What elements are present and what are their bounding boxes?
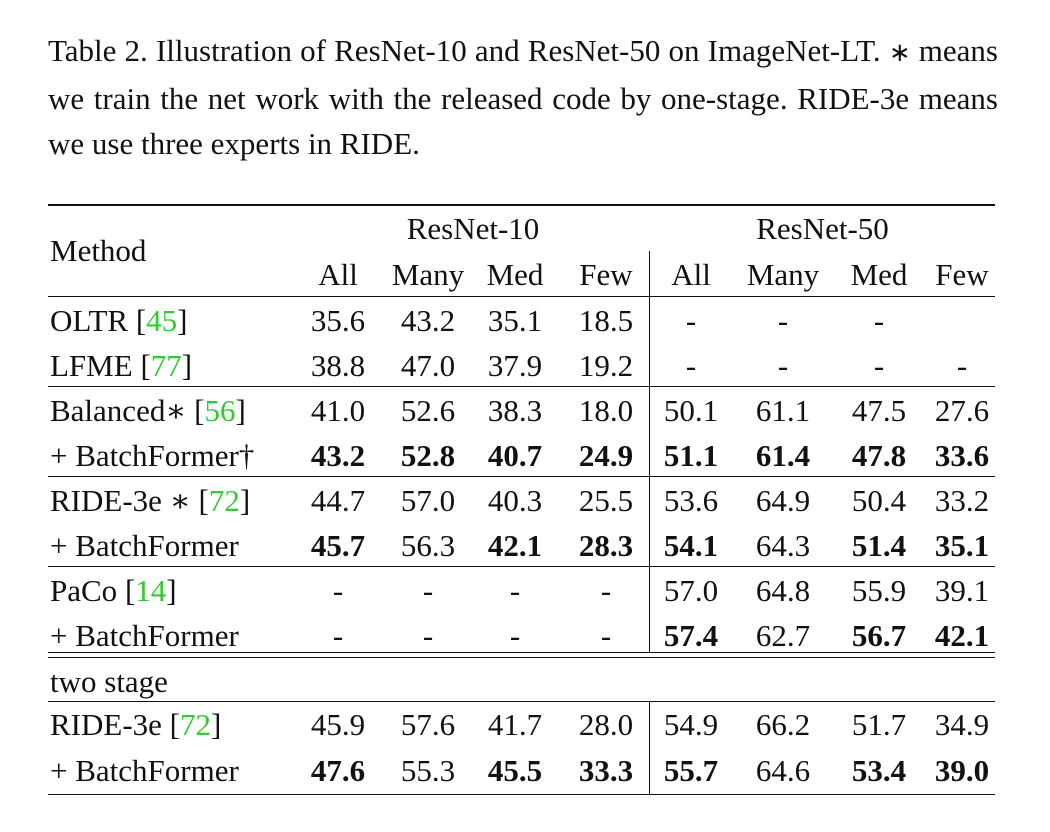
table-cell: 54.1 [663,528,719,563]
table-cell: 47.8 [851,438,907,473]
table-cell: 50.4 [851,483,907,518]
table-cell: 55.7 [663,753,719,788]
table-cell: 53.6 [663,483,719,518]
table-cell: 51.4 [851,528,907,563]
table-caption [48,28,998,166]
table-cell: - [873,303,885,338]
section-label-row [48,659,995,704]
method-name [50,433,254,478]
table-cell: 64.8 [755,573,811,608]
table-cell: - [332,573,344,608]
table-cell: 38.3 [487,393,543,428]
table-cell: 40.7 [487,438,543,473]
table-cell: - [777,348,789,383]
table-cell: 43.2 [310,438,366,473]
table-cell: 41.0 [310,393,366,428]
table-cell: 34.9 [934,707,990,742]
table-cell: - [600,618,612,653]
citation-close: ] [166,573,177,608]
table-row [48,523,995,568]
table-cell: 57.4 [663,618,719,653]
table-row [48,433,995,478]
table-cell: 28.3 [578,528,634,563]
table-cell: 33.6 [934,438,990,473]
rule-group-2 [48,476,995,477]
table-cell: 66.2 [755,707,811,742]
table-cell: 57.6 [400,707,456,742]
subheader-few: Few [579,257,633,292]
table-cell: 35.1 [487,303,543,338]
rule-below-header [48,296,995,297]
table-cell: - [873,348,885,383]
table-cell: 41.7 [487,707,543,742]
method-name [50,298,188,343]
method-header: Method [50,233,147,268]
table-cell: 54.9 [663,707,719,742]
method-name [50,388,246,433]
citation-close: ] [235,393,246,428]
method-name [50,523,239,568]
citation-link[interactable]: 77 [150,348,182,383]
subheader-med: Med [850,257,908,292]
table-cell: 55.3 [400,753,456,788]
rule-double-bottom [48,657,995,658]
citation-open: [ [140,348,151,383]
method-label: + BatchFormer [50,753,239,788]
table-cell: 51.1 [663,438,719,473]
caption-text-after: means we train the net work with the released code by one-stage. RIDE-3e means we use three experts in RIDE. [48,33,998,161]
table-cell: - [509,573,521,608]
table-cell: 56.7 [851,618,907,653]
table-cell: 35.6 [310,303,366,338]
table-cell: 52.6 [400,393,456,428]
method-label: Balanced∗ [50,393,195,428]
subheader-row [48,252,995,297]
table-cell: 35.1 [934,528,990,563]
table-cell: 64.3 [755,528,811,563]
citation-link[interactable]: 56 [204,393,236,428]
table-cell: 45.5 [487,753,543,788]
rule-double-top [48,652,995,653]
table-cell: 18.5 [578,303,634,338]
citation-open: [ [124,573,136,608]
method-label: + BatchFormer† [50,438,255,473]
table-cell: 64.9 [755,483,811,518]
citation-open: [ [198,483,209,518]
table-cell: 64.6 [755,753,811,788]
method-name [50,478,250,523]
subheader-few: Few [935,257,989,292]
method-label: RIDE-3e ∗ [50,483,199,518]
table-row [48,388,995,433]
table-cell: - [509,618,521,653]
caption-text-before: Table 2. Illustration of ResNet-10 and ResNet-50 on ImageNet-LT. [48,33,889,68]
table-cell: - [600,573,612,608]
table-cell: 33.3 [578,753,634,788]
table-cell: - [777,303,789,338]
resnet10-header: ResNet-10 [406,211,540,246]
section-label: two stage [50,664,168,699]
table-cell: 19.2 [578,348,634,383]
citation-close: ] [181,348,193,383]
table-row [48,343,995,388]
table-cell: 56.3 [400,528,456,563]
table-cell: 53.4 [851,753,907,788]
table-cell: 38.8 [310,348,366,383]
rule-group-3 [48,566,995,567]
subheader-med: Med [486,257,544,292]
method-name [50,702,221,747]
subheader-all: All [318,257,358,292]
table-cell: 27.6 [934,393,990,428]
citation-close: ] [210,707,222,742]
citation-link[interactable]: 14 [135,573,167,608]
table-cell: 50.1 [663,393,719,428]
table-cell: 57.0 [400,483,456,518]
rule-group-1 [48,386,995,387]
caption-star: ∗ [888,38,911,68]
table-row [48,748,995,793]
table-row [48,298,995,343]
table-cell: 57.0 [663,573,719,608]
citation-link[interactable]: 72 [179,707,211,742]
method-label: + BatchFormer [50,528,239,563]
subheader-all: All [671,257,711,292]
citation-link[interactable]: 72 [208,483,240,518]
resnet50-header: ResNet-50 [756,211,889,246]
method-label: RIDE-3e [50,707,170,742]
citation-open: [ [135,303,147,338]
table-cell: 39.1 [934,573,990,608]
table-cell: 18.0 [578,393,634,428]
citation-open: [ [194,393,205,428]
method-label: + BatchFormer [50,618,239,653]
citation-close: ] [177,303,188,338]
table-cell: 24.9 [578,438,634,473]
subheader-many: Many [391,257,465,292]
table-cell: 45.7 [310,528,366,563]
table-cell: 40.3 [487,483,543,518]
table-cell: 52.8 [400,438,456,473]
table-row [48,702,995,747]
table-cell: 43.2 [400,303,456,338]
table-cell: 47.0 [400,348,456,383]
table-cell: 45.9 [310,707,366,742]
table-cell: 62.7 [755,618,811,653]
table-cell: 28.0 [578,707,634,742]
citation-close: ] [239,483,251,518]
column-separator-upper [649,251,650,652]
method-label: PaCo [50,573,125,608]
table-cell: 42.1 [487,528,543,563]
table-cell: 25.5 [578,483,634,518]
table-cell: - [422,618,434,653]
table-cell: 51.7 [851,707,907,742]
table-cell: 37.9 [487,348,543,383]
table-cell: 61.4 [755,438,811,473]
table-cell: 44.7 [310,483,366,518]
table-cell: 33.2 [934,483,990,518]
table-cell: - [956,348,968,383]
method-name [50,748,239,793]
citation-link[interactable]: 45 [146,303,178,338]
table-bottom-rule [48,794,995,795]
table-row [48,568,995,613]
method-name [50,568,177,613]
rule-below-section [48,701,995,702]
table-cell: 47.6 [310,753,366,788]
column-separator-lower [649,701,650,794]
table-cell: 55.9 [851,573,907,608]
method-label: LFME [50,348,141,383]
table-cell: 47.5 [851,393,907,428]
method-name [50,343,192,388]
method-label: OLTR [50,303,136,338]
table-cell: 61.1 [755,393,811,428]
table-cell: 39.0 [934,753,990,788]
table-cell: - [422,573,434,608]
citation-open: [ [169,707,180,742]
table-cell: - [685,348,697,383]
table-cell: - [685,303,697,338]
table-cell: - [332,618,344,653]
table-row [48,478,995,523]
table-cell: 42.1 [934,618,990,653]
subheader-many: Many [746,257,820,292]
